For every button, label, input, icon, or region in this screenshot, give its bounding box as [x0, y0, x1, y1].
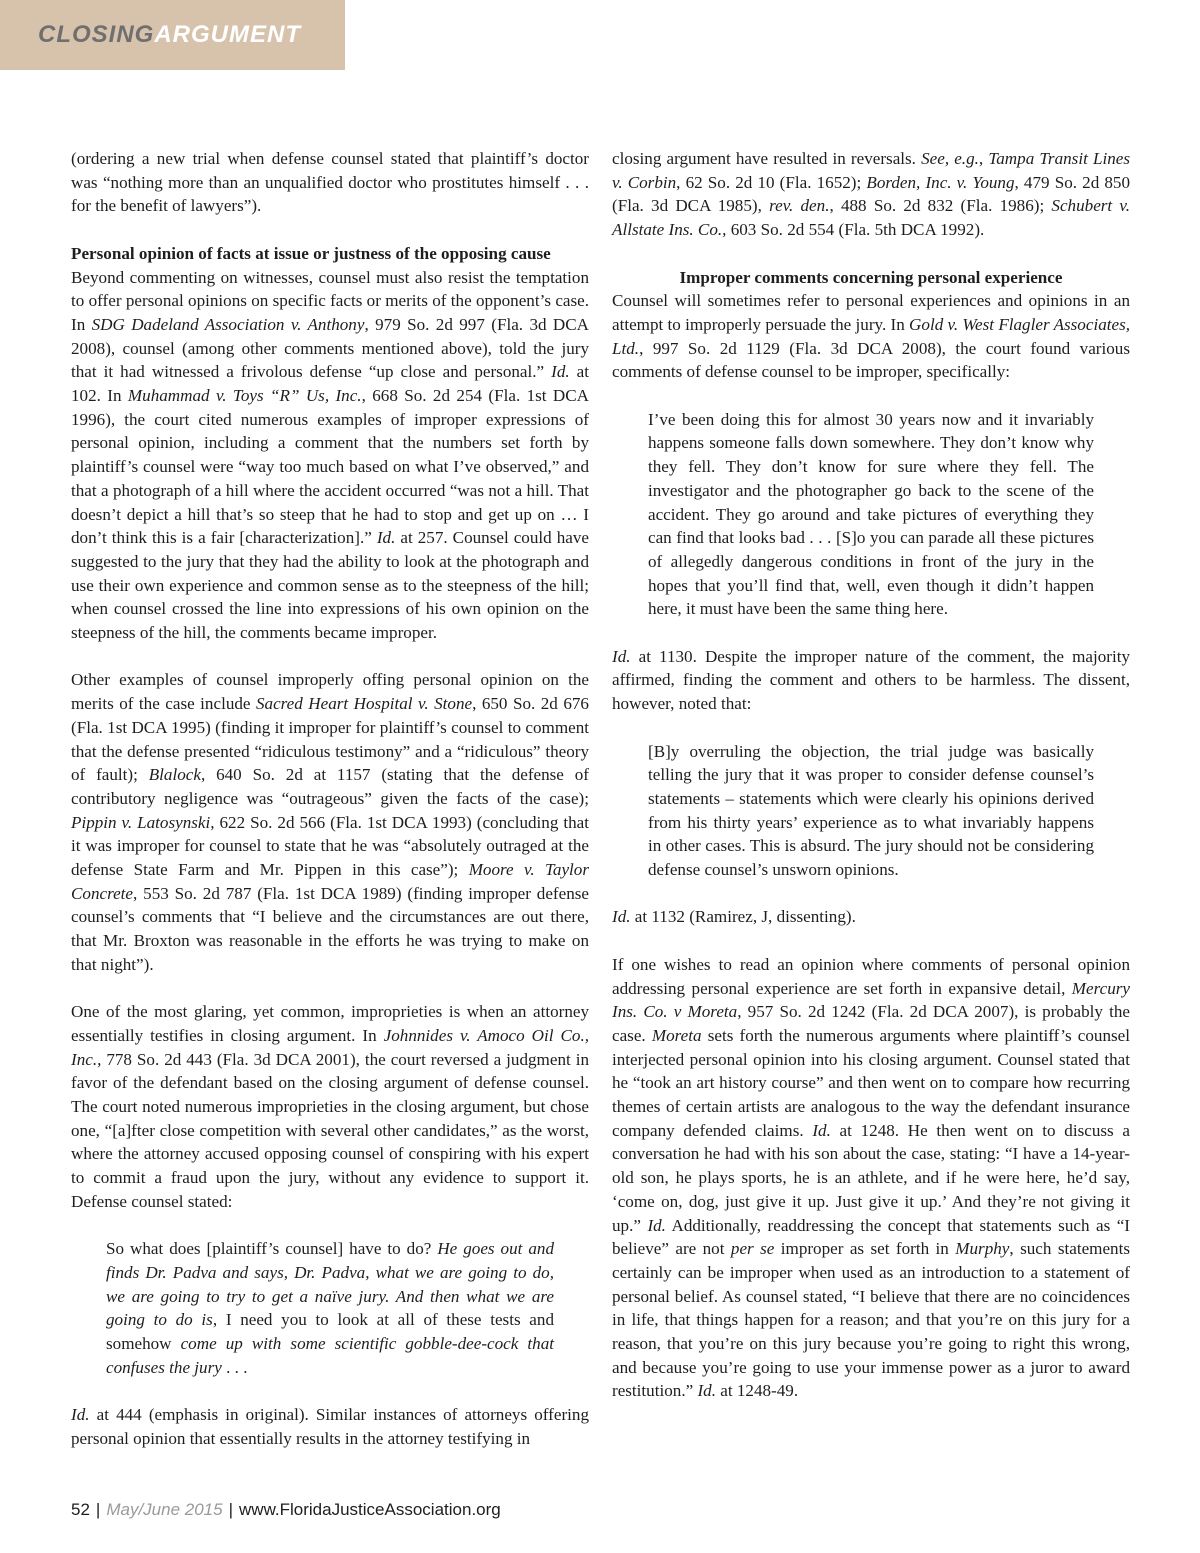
footer-separator: |	[228, 1500, 234, 1519]
paragraph: closing argument have resulted in reversals. See, e.g., Tampa Transit Lines v. Corbin, 62 So. 2d 10 (Fla. 1652); Borden, Inc. v. Young, 479 So. 2d 850 (Fla. 3d DCA 1985), rev. den., 488 So. 2d 832 (Fla. 1986); Schubert v. Allstate Ins. Co., 603 So. 2d 554 (Fla. 5th DCA 1992).	[612, 149, 1131, 240]
section-heading: Personal opinion of facts at issue or justness of the opposing cause	[71, 243, 551, 263]
paragraph: Id. at 444 (emphasis in original). Similar instances of attorneys offering personal opinion that essentially results in the attorney testifying in	[71, 1405, 589, 1448]
paragraph: Id. at 1130. Despite the improper nature of the comment, the majority affirmed, finding the comment and others to be harmless. The dissent, however, noted that:	[612, 646, 1130, 714]
section-title-part2: ARGUMENT	[154, 21, 301, 48]
issue-date: May/June 2015	[106, 1500, 223, 1519]
page-number: 52	[71, 1500, 90, 1519]
paragraph: If one wishes to read an opinion where comments of personal opinion addressing personal experience are set forth in expansive detail, Mercury Ins. Co. v Moreta, 957 So. 2d 1242 (Fla. 2d DCA 2007), is probably the case. Moreta sets forth the numerous arguments where plaintiff’s counsel interjected personal opinion into his closing argument. Counsel stated that he “took an art history course” and then went on to compare how recurring themes of certain artists are analogous to the way the defendant insurance company defended claims. Id. at 1248. He then went on to discuss a conversation he had with his son about the case, stating: “I have a 14-year-old son, he plays sports, he is an athlete, and if he were here, he’d say, ‘come on, dog, just give it up. Just give it up.’ And they’re not giving it up.” Id. Additionally, readdressing the concept that statements such as “I believe” are not per se improper as set forth in Murphy, such statements certainly can be improper when used as an introduction to a statement of personal belief. As counsel stated, “I believe that there are no coincidences in life, that things happen for a reason; and that you’re on this jury for a reason, that you’re on this jury because you’re going to right this wrong, and because you’re going to use your immense power as a juror to award restitution.” Id. at 1248-49.	[612, 954, 1131, 1401]
section-banner	[0, 0, 345, 70]
website-link[interactable]: www.FloridaJusticeAssociation.org	[239, 1500, 501, 1519]
paragraph: Id. at 1132 (Ramirez, J, dissenting).	[612, 907, 856, 927]
section-title-part1: CLOSING	[38, 21, 155, 48]
paragraph: Other examples of counsel improperly offing personal opinion on the merits of the case include Sacred Heart Hospital v. Stone, 650 So. 2d 676 (Fla. 1st DCA 1995) (finding it improper for plaintiff’s counsel to comment that the defense presented “ridiculous testimony” and a “ridiculous” theory of fault); Blalock, 640 So. 2d at 1157 (stating that the defense of contributory negligence was “outrageous” given the facts of the case); Pippin v. Latosynski, 622 So. 2d 566 (Fla. 1st DCA 1993) (concluding that it was improper for counsel to state that he was “absolutely outraged at the defense State Farm and Mr. Pippen in this case”); Moore v. Taylor Concrete, 553 So. 2d 787 (Fla. 1st DCA 1989) (finding improper defense counsel’s comments that “I believe and the circumstances are out there, that Mr. Broxton was reasonable in the efforts he was trying to make on that night”).	[71, 670, 590, 974]
section-title	[38, 20, 301, 50]
section-heading: Improper comments concerning personal experience	[679, 267, 1063, 287]
paragraph: One of the most glaring, yet common, improprieties is when an attorney essentially testifies in closing argument. In Johnnides v. Amoco Oil Co., Inc., 778 So. 2d 443 (Fla. 3d DCA 2001), the court reversed a judgment in favor of the defendant based on the closing argument of defense counsel. The court noted numerous improprieties in the closing argument, but chose one, “[a]fter close competition with several other candidates,” as the worst, where the attorney accused opposing counsel of conspiring with his expert to commit a fraud upon the jury, without any evidence to support it. Defense counsel stated:	[71, 1002, 589, 1211]
left-column	[71, 147, 589, 1474]
block-quote: So what does [plaintiff’s counsel] have to do? He goes out and finds Dr. Padva and says, Dr. Padva, what we are going to do, we are going to try to get a naïve jury. And then what we are going to do is, I need you to look at all of these tests and somehow come up with some scientific gobble-dee-cock that confuses the jury . . .	[106, 1239, 554, 1377]
paragraph: (ordering a new trial when defense counsel stated that plaintiff’s doctor was “nothing more than an unqualified doctor who prostitutes himself . . . for the benefit of lawyers”).	[71, 149, 589, 216]
paragraph: Counsel will sometimes refer to personal experiences and opinions in an attempt to improperly persuade the jury. In Gold v. West Flagler Associates, Ltd., 997 So. 2d 1129 (Fla. 3d DCA 2008), the court found various comments of defense counsel to be improper, specifically:	[612, 291, 1131, 382]
page-footer	[71, 1499, 501, 1521]
paragraph: Personal opinion of facts at issue or justness of the opposing cause Beyond commenting on witnesses, counsel must also resist the temptation to offer personal opinions on specific facts or merits of the opponent’s case. In SDG Dadeland Association v. Anthony, 979 So. 2d 997 (Fla. 3d DCA 2008), counsel (among other comments mentioned above), told the jury that it had witnessed a frivolous defense “up close and personal.” Id. at 102. In Muhammad v. Toys “R” Us, Inc., 668 So. 2d 254 (Fla. 1st DCA 1996), the court cited numerous examples of improper expressions of personal opinion, including a comment that the numbers set forth by plaintiff’s counsel were “way too much based on what I’ve observed,” and that a photograph of a hill where the accident occurred “was not a hill. That doesn’t depict a hill that’s so steep that he had to stop and get up on … I don’t think this is a fair [characterization].” Id. at 257. Counsel could have suggested to the jury that they had the ability to look at the photograph and use their own experience and common sense as to the steepness of the hill; when counsel crossed the line into expressions of his own opinion on the steepness of the hill, the comments became improper.	[71, 243, 590, 643]
block-quote: [B]y overruling the objection, the trial judge was basically telling the jury that it was proper to consider defense counsel’s statements – statements which were clearly his opinions derived from his thirty years’ experience as to what invariably happens in other cases. This is absurd. The jury should not be considering defense counsel’s unsworn opinions.	[648, 741, 1094, 880]
block-quote: I’ve been doing this for almost 30 years now and it invariably happens someone falls down somewhere. They don’t know why they fell. They don’t know for sure where they fell. The investigator and the photographer go back to the scene of the accident. They go around and take pictures of everything they can find that looks bad . . . [S]o you can parade all these pictures of allegedly dangerous conditions in front of the jury in the hopes that you’ll find that, well, even though it didn’t happen here, it must have been the same thing here.	[648, 409, 1094, 619]
right-column	[612, 147, 1130, 1427]
footer-separator: |	[95, 1500, 101, 1519]
